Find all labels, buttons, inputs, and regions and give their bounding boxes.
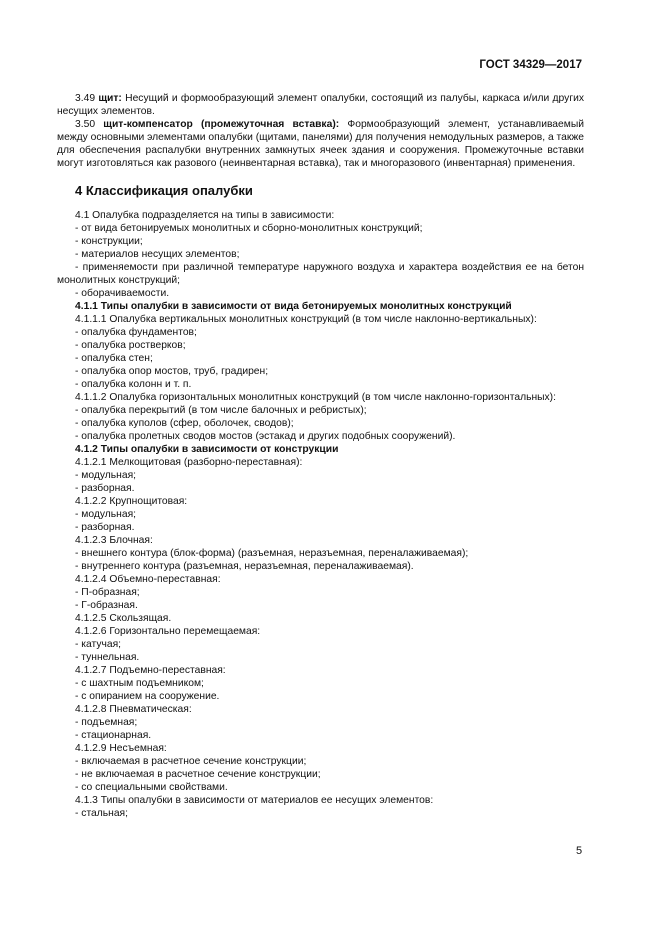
subsection-heading: 4.1.1 Типы опалубки в зависимости от вида бетонируемых монолитных конструкций bbox=[75, 301, 512, 312]
list-line: - туннельная. bbox=[75, 652, 140, 663]
list-line: - подъемная; bbox=[75, 717, 138, 728]
page-number: 5 bbox=[576, 845, 583, 857]
list-line: 4.1.2.7 Подъемно-переставная: bbox=[75, 665, 226, 676]
list-line: - конструкции; bbox=[75, 236, 143, 247]
clause-number: 3.49 bbox=[75, 93, 96, 104]
list-line: - со специальными свойствами. bbox=[75, 782, 228, 793]
list-line: - материалов несущих элементов; bbox=[75, 249, 240, 260]
term: щит: bbox=[98, 93, 122, 104]
list-line: - опалубка ростверков; bbox=[75, 340, 186, 351]
list-line: - опалубка опор мостов, труб, градирен; bbox=[75, 366, 269, 377]
list-line: 4.1.3 Типы опалубки в зависимости от материалов ее несущих элементов: bbox=[75, 795, 434, 806]
list-line: - стальная; bbox=[75, 808, 128, 819]
clause-number: 3.50 bbox=[75, 119, 96, 130]
list-line: - включаемая в расчетное сечение конструкции; bbox=[75, 756, 307, 767]
list-line: - с опиранием на сооружение. bbox=[75, 691, 220, 702]
list-line: - внешнего контура (блок-форма) (разъемная, неразъемная, переналаживаемая); bbox=[75, 548, 469, 559]
definition-text: Несущий и формообразующий элемент опалубки, состоящий из палубы, каркаса и/или других несущих элементов. bbox=[57, 93, 584, 117]
list-line: 4.1.1.2 Опалубка горизонтальных монолитных конструкций (в том числе наклонно-горизонтальных): bbox=[75, 392, 556, 403]
list-line: - оборачиваемости. bbox=[75, 288, 170, 299]
list-line: - не включаемая в расчетное сечение конструкции; bbox=[75, 769, 321, 780]
list-line: - разборная. bbox=[75, 483, 135, 494]
document-code: ГОСТ 34329—2017 bbox=[479, 59, 582, 71]
list-line: - от вида бетонируемых монолитных и сборно-монолитных конструкций; bbox=[75, 223, 423, 234]
list-line: 4.1.2.3 Блочная: bbox=[75, 535, 153, 546]
list-line: - опалубка фундаментов; bbox=[75, 327, 197, 338]
list-line: - опалубка пролетных сводов мостов (эстакад и других подобных сооружений). bbox=[75, 431, 456, 442]
list-line: - стационарная. bbox=[75, 730, 152, 741]
classification-list bbox=[57, 209, 584, 820]
list-line: - применяемости при различной температуре наружного воздуха и характера воздействия ее на бетон монолитных конструкций; bbox=[57, 262, 584, 286]
list-line: - с шахтным подъемником; bbox=[75, 678, 204, 689]
list-line: 4.1.2.2 Крупнощитовая: bbox=[75, 496, 188, 507]
list-line: - модульная; bbox=[75, 470, 137, 481]
definition-3-49 bbox=[57, 92, 584, 118]
list-line: 4.1.2.8 Пневматическая: bbox=[75, 704, 192, 715]
term: щит-компенсатор (промежуточная вставка): bbox=[103, 119, 340, 130]
subsection-heading: 4.1.2 Типы опалубки в зависимости от конструкции bbox=[75, 444, 339, 455]
list-line: - опалубка куполов (сфер, оболочек, сводов); bbox=[75, 418, 294, 429]
definition-3-50 bbox=[57, 118, 584, 170]
list-line: 4.1.2.9 Несъемная: bbox=[75, 743, 167, 754]
list-line: 4.1.2.4 Объемно-переставная: bbox=[75, 574, 221, 585]
list-line: 4.1.2.5 Скользящая. bbox=[75, 613, 172, 624]
list-line: 4.1.1.1 Опалубка вертикальных монолитных конструкций (в том числе наклонно-вертикальных): bbox=[75, 314, 537, 325]
list-line: - разборная. bbox=[75, 522, 135, 533]
list-line: - модульная; bbox=[75, 509, 137, 520]
definition-text: Формообразующий элемент, устанавливаемый между основными элементами опалубки (щитами, панелями) для получения немодульных размеров, а также для обеспечения распалубки внутренних замкнутых ячеек здания и сооружения. Промежуточные вставки могут изготовляться как разового (неинвентарная вставка), так и многоразового (инвентарная) применения. bbox=[57, 119, 584, 169]
list-line: 4.1.2.6 Горизонтально перемещаемая: bbox=[75, 626, 261, 637]
list-line: - Г-образная. bbox=[75, 600, 138, 611]
list-line: - опалубка колонн и т. п. bbox=[75, 379, 192, 390]
list-line: 4.1.2.1 Мелкощитовая (разборно-переставная): bbox=[75, 457, 303, 468]
list-line: - опалубка перекрытий (в том числе балочных и ребристых); bbox=[75, 405, 367, 416]
page-content bbox=[57, 92, 584, 820]
section-heading: 4 Классификация опалубки bbox=[75, 183, 253, 198]
list-line: - П-образная; bbox=[75, 587, 140, 598]
list-line: - катучая; bbox=[75, 639, 122, 650]
list-line: - опалубка стен; bbox=[75, 353, 153, 364]
list-line: - внутреннего контура (разъемная, неразъемная, переналаживаемая). bbox=[75, 561, 414, 572]
list-line: 4.1 Опалубка подразделяется на типы в зависимости: bbox=[75, 210, 335, 221]
